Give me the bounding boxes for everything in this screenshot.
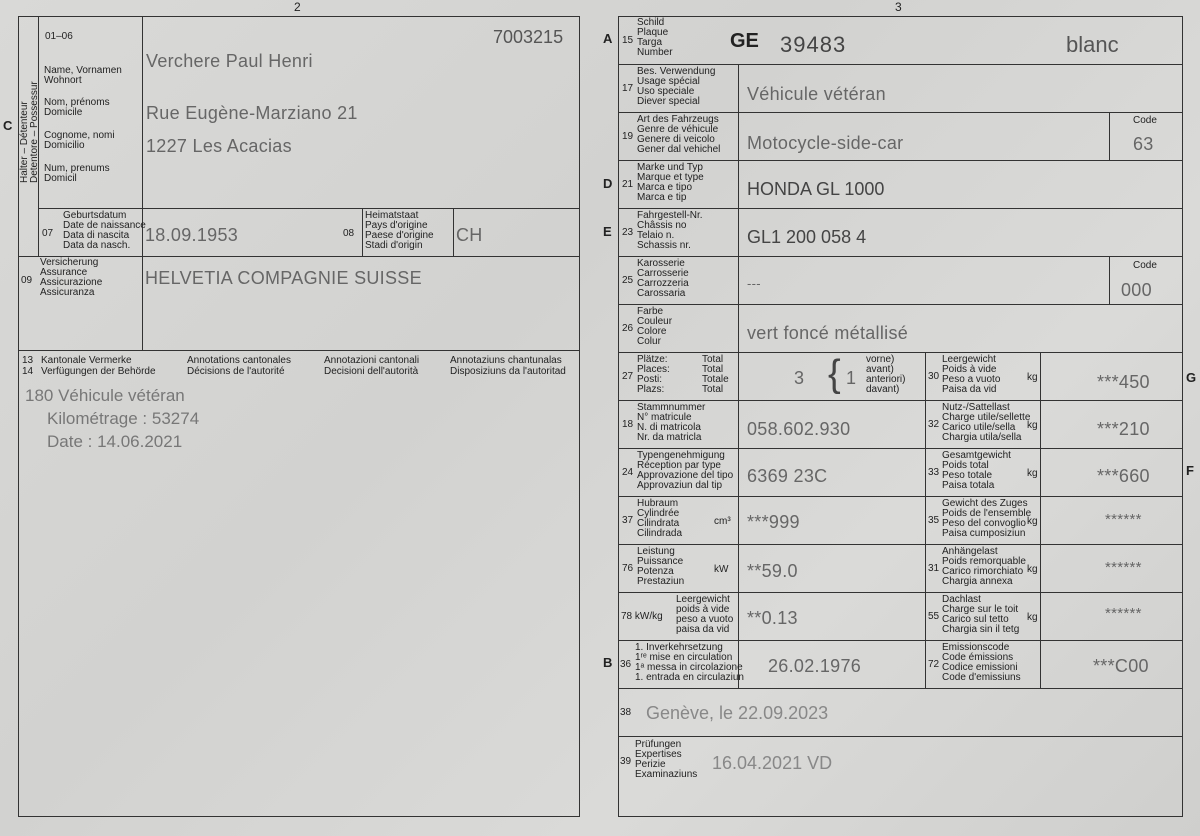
label: Farbe [637, 306, 664, 317]
label: Nr. da matricla [637, 432, 702, 443]
label: Schild [637, 17, 665, 28]
label: Fahrgestell-Nr. [637, 210, 703, 221]
label: Plazs: [637, 384, 665, 395]
label: Paese d'origine [365, 230, 434, 241]
annotation-line: Kilométrage : 53274 [47, 409, 200, 428]
label: Prüfungen [635, 739, 682, 750]
label: Nutz-/Sattellast [942, 402, 1010, 413]
marker-g: G [1186, 370, 1197, 385]
document-number: 7003215 [493, 27, 564, 47]
label: 1ᵃ messa in circolazione [635, 662, 743, 673]
label: Puissance [637, 556, 684, 567]
label: Emissionscode [942, 642, 1010, 653]
chassis-number: GL1 200 058 4 [747, 227, 867, 247]
label: Data di nascita [63, 230, 130, 241]
label: Carico sul tetto [942, 614, 1009, 625]
field-number: 18 [622, 419, 634, 430]
label: Leergewicht [676, 594, 730, 605]
field-number: 08 [343, 228, 355, 239]
label: Plätze: [637, 354, 668, 365]
special-usage: Véhicule vétéran [747, 84, 886, 104]
label: Domicil [44, 173, 77, 184]
seats-front: 1 [846, 368, 857, 388]
label: Châssis no [637, 220, 687, 231]
code-label: Code [1133, 115, 1157, 126]
type-approval: 6369 23C [747, 466, 828, 486]
unit: kg [1027, 564, 1038, 575]
field-number: 09 [21, 275, 33, 286]
birth-date: 18.09.1953 [145, 225, 239, 245]
plate-number: 39483 [780, 32, 847, 57]
label: Paisa cumposiziun [942, 528, 1026, 539]
divider [18, 350, 579, 351]
displacement: ***999 [747, 512, 800, 532]
label: Data da nasch. [63, 240, 131, 251]
label: Perizie [635, 759, 666, 770]
label: Genere di veicolo [637, 134, 715, 145]
label: Peso totale [942, 470, 993, 481]
field-number: 17 [622, 83, 634, 94]
label: Gewicht des Zuges [942, 498, 1028, 509]
train-weight: ****** [1105, 511, 1142, 528]
label: Gesamtgewicht [942, 450, 1011, 461]
label: Carrozzeria [637, 278, 689, 289]
label: Assicurazione [40, 277, 103, 288]
code-label: Code [1133, 260, 1157, 271]
field-01-06-label: 01–06 [45, 31, 73, 42]
label: Couleur [637, 316, 673, 327]
field-number: 13 [22, 355, 34, 366]
holder-vertical-label: Detentore – Possessur [29, 81, 40, 183]
plate-color: blanc [1066, 32, 1119, 57]
unit: kg [1027, 516, 1038, 527]
label: Carrosserie [637, 268, 689, 279]
field-number: 23 [622, 227, 634, 238]
label: Prestaziun [637, 576, 685, 587]
label: Genre de véhicule [637, 124, 719, 135]
label: Marca e tipo [637, 182, 693, 193]
label: Targa [637, 37, 663, 48]
vehicle-type: Motocycle-side-car [747, 133, 904, 153]
unit: kg [1027, 420, 1038, 431]
label: Dachlast [942, 594, 981, 605]
label: Cilindrata [637, 518, 680, 529]
payload: ***210 [1097, 419, 1150, 439]
label: Assicuranza [40, 287, 95, 298]
inspection-date: 16.04.2021 VD [712, 753, 833, 773]
field-number: 24 [622, 467, 634, 478]
label: Examinaziuns [635, 769, 698, 780]
label: peso a vuoto [676, 614, 734, 625]
label: Expertises [635, 749, 682, 760]
label: Schassis nr. [637, 240, 691, 251]
label: anteriori) [866, 374, 906, 385]
holder-city: 1227 Les Acacias [146, 136, 292, 156]
annotation-line: Date : 14.06.2021 [47, 432, 183, 451]
label: Marque et type [637, 172, 704, 183]
label: Chargia sin il tetg [942, 624, 1020, 635]
label: Total [702, 354, 724, 365]
label: Code émissions [942, 652, 1014, 663]
label: Charge utile/sellette [942, 412, 1031, 423]
label: Bes. Verwendung [637, 66, 716, 77]
power: **59.0 [747, 561, 798, 581]
label: poids à vide [676, 604, 730, 615]
label: Art des Fahrzeugs [637, 114, 719, 125]
field-number: 30 [928, 371, 940, 382]
label: Pays d'origine [365, 220, 428, 231]
label: avant) [866, 364, 894, 375]
label: Carossaria [637, 288, 686, 299]
label: Assurance [40, 267, 88, 278]
make-model: HONDA GL 1000 [747, 179, 885, 199]
label: Verfügungen der Behörde [41, 366, 156, 377]
field-number: 76 [622, 563, 634, 574]
label: Code d'emissiuns [942, 672, 1021, 683]
label: Decisioni dell'autorità [324, 366, 419, 377]
emission-code: ***C00 [1093, 656, 1149, 676]
body-type: --- [747, 276, 761, 291]
holder-name: Verchere Paul Henri [146, 51, 313, 71]
body-code: 000 [1121, 280, 1152, 300]
label: Gener dal vehichel [637, 144, 721, 155]
divider [18, 256, 579, 257]
field-number: 21 [622, 179, 634, 190]
field-number: 31 [928, 563, 940, 574]
label: Poids à vide [942, 364, 997, 375]
label: N. di matricola [637, 422, 701, 433]
label: Potenza [637, 566, 674, 577]
label: Annotations cantonales [187, 355, 291, 366]
holder-vertical-label: Halter – Détenteur [19, 101, 30, 183]
unit: kg [1027, 372, 1038, 383]
label: Décisions de l'autorité [187, 366, 285, 377]
brace-icon: { [828, 353, 841, 395]
label: Disposiziuns da l'autoritad [450, 366, 566, 377]
marker-e: E [603, 224, 612, 239]
label: Chargia annexa [942, 576, 1013, 587]
first-registration-date: 26.02.1976 [768, 656, 862, 676]
label: Karosserie [637, 258, 685, 269]
label: 1. Inverkehrsetzung [635, 642, 723, 653]
label: Annotazioni cantonali [324, 355, 420, 366]
label: Stadi d'origin [365, 240, 423, 251]
label: Leergewicht [942, 354, 996, 365]
label: Annotaziuns chantunalas [450, 355, 562, 366]
field-number: 38 [620, 707, 632, 718]
label: 1ʳᵉ mise en circulation [635, 652, 733, 663]
field-number: 35 [928, 515, 940, 526]
divider [362, 208, 363, 256]
field-number: 25 [622, 275, 634, 286]
field-number: 14 [22, 366, 34, 377]
field-number: 78 kW/kg [621, 611, 663, 622]
field-number: 19 [622, 131, 634, 142]
label: Approvaziun dal tip [637, 480, 723, 491]
label: Anhängelast [942, 546, 998, 557]
label: Domicilio [44, 140, 85, 151]
unit: kg [1027, 468, 1038, 479]
label: Uso speciale [637, 86, 695, 97]
label: Versicherung [40, 257, 99, 268]
annotation-line: 180 Véhicule vétéran [25, 386, 185, 405]
label: Peso a vuoto [942, 374, 1001, 385]
unit: cm³ [714, 516, 731, 527]
label: Charge sur le toit [942, 604, 1019, 615]
unit: kg [1027, 612, 1038, 623]
field-number: 36 [620, 659, 632, 670]
label: Geburtsdatum [63, 210, 127, 221]
label: Kantonale Vermerke [41, 355, 132, 366]
power-weight-ratio: **0.13 [747, 608, 798, 628]
field-number: 27 [622, 371, 634, 382]
label: Marke und Typ [637, 162, 703, 173]
field-number: 33 [928, 467, 940, 478]
trailer-load: ****** [1105, 559, 1142, 576]
label: Heimatstaat [365, 210, 419, 221]
total-weight: ***660 [1097, 466, 1150, 486]
label: Approvazione del tipo [637, 470, 734, 481]
marker-b: B [603, 655, 613, 670]
seats-total: 3 [794, 368, 805, 388]
vehicle-color: vert foncé métallisé [747, 323, 909, 343]
divider [38, 208, 579, 209]
label: Total [702, 364, 724, 375]
label: Domicile [44, 107, 83, 118]
divider [453, 208, 454, 256]
label: Telaio n. [637, 230, 675, 241]
label: Plaque [637, 27, 669, 38]
label: Num, prenums [44, 163, 110, 174]
label: Paisa totala [942, 480, 995, 491]
vehicle-type-code: 63 [1133, 134, 1154, 154]
label: Poids total [942, 460, 989, 471]
label: Number [637, 47, 673, 58]
page-number-left: 2 [294, 0, 301, 14]
unit: kW [714, 564, 729, 575]
label: Hubraum [637, 498, 679, 509]
label: Usage spécial [637, 76, 700, 87]
label: Total [702, 384, 724, 395]
label: davant) [866, 384, 900, 395]
marker-c: C [3, 118, 13, 133]
label: Name, Vornamen [44, 65, 122, 76]
label: Colur [637, 336, 661, 347]
field-number: 26 [622, 323, 634, 334]
field-number: 32 [928, 419, 940, 430]
label: Marca e tip [637, 192, 687, 203]
label: Colore [637, 326, 667, 337]
page-number-right: 3 [895, 0, 902, 14]
label: Codice emissioni [942, 662, 1018, 673]
issue-place-date: Genève, le 22.09.2023 [646, 703, 829, 723]
label: Chargia utila/sella [942, 432, 1022, 443]
label: Places: [637, 364, 670, 375]
label: Réception par type [637, 460, 721, 471]
label: Peso del convoglio [942, 518, 1026, 529]
label: vorne) [866, 354, 895, 365]
label: Wohnort [44, 75, 82, 86]
label: paisa da vid [676, 624, 730, 635]
label: Stammnummer [637, 402, 706, 413]
label: Nom, prénoms [44, 97, 110, 108]
label: Poids remorquable [942, 556, 1026, 567]
label: N° matricule [637, 412, 692, 423]
field-number: 37 [622, 515, 634, 526]
label: Typengenehmigung [637, 450, 725, 461]
field-number: 39 [620, 756, 632, 767]
label: Poids de l'ensemble [942, 508, 1032, 519]
registration-number: 058.602.930 [747, 419, 851, 439]
label: Leistung [637, 546, 675, 557]
holder-street: Rue Eugène-Marziano 21 [146, 103, 358, 123]
field-number: 72 [928, 659, 940, 670]
label: Cilindrada [637, 528, 683, 539]
empty-weight: ***450 [1097, 372, 1150, 392]
label: Paisa da vid [942, 384, 997, 395]
label: Diever special [637, 96, 700, 107]
field-number: 07 [42, 228, 54, 239]
divider [142, 16, 143, 350]
field-number: 15 [622, 35, 634, 46]
label: Carico utile/sella [942, 422, 1016, 433]
label: Totale [702, 374, 729, 385]
label: Cylindrée [637, 508, 680, 519]
origin-country: CH [456, 225, 483, 245]
label: Cognome, nomi [44, 130, 115, 141]
insurance-company: HELVETIA COMPAGNIE SUISSE [145, 268, 422, 288]
marker-f: F [1186, 463, 1194, 478]
label: Date de naissance [63, 220, 146, 231]
label: Posti: [637, 374, 663, 385]
marker-d: D [603, 176, 613, 191]
plate-canton: GE [730, 30, 759, 52]
roof-load: ****** [1105, 605, 1142, 622]
label: 1. entrada en circulaziun [635, 672, 744, 683]
label: Carico rimorchiato [942, 566, 1024, 577]
field-number: 55 [928, 611, 940, 622]
marker-a: A [603, 31, 613, 46]
